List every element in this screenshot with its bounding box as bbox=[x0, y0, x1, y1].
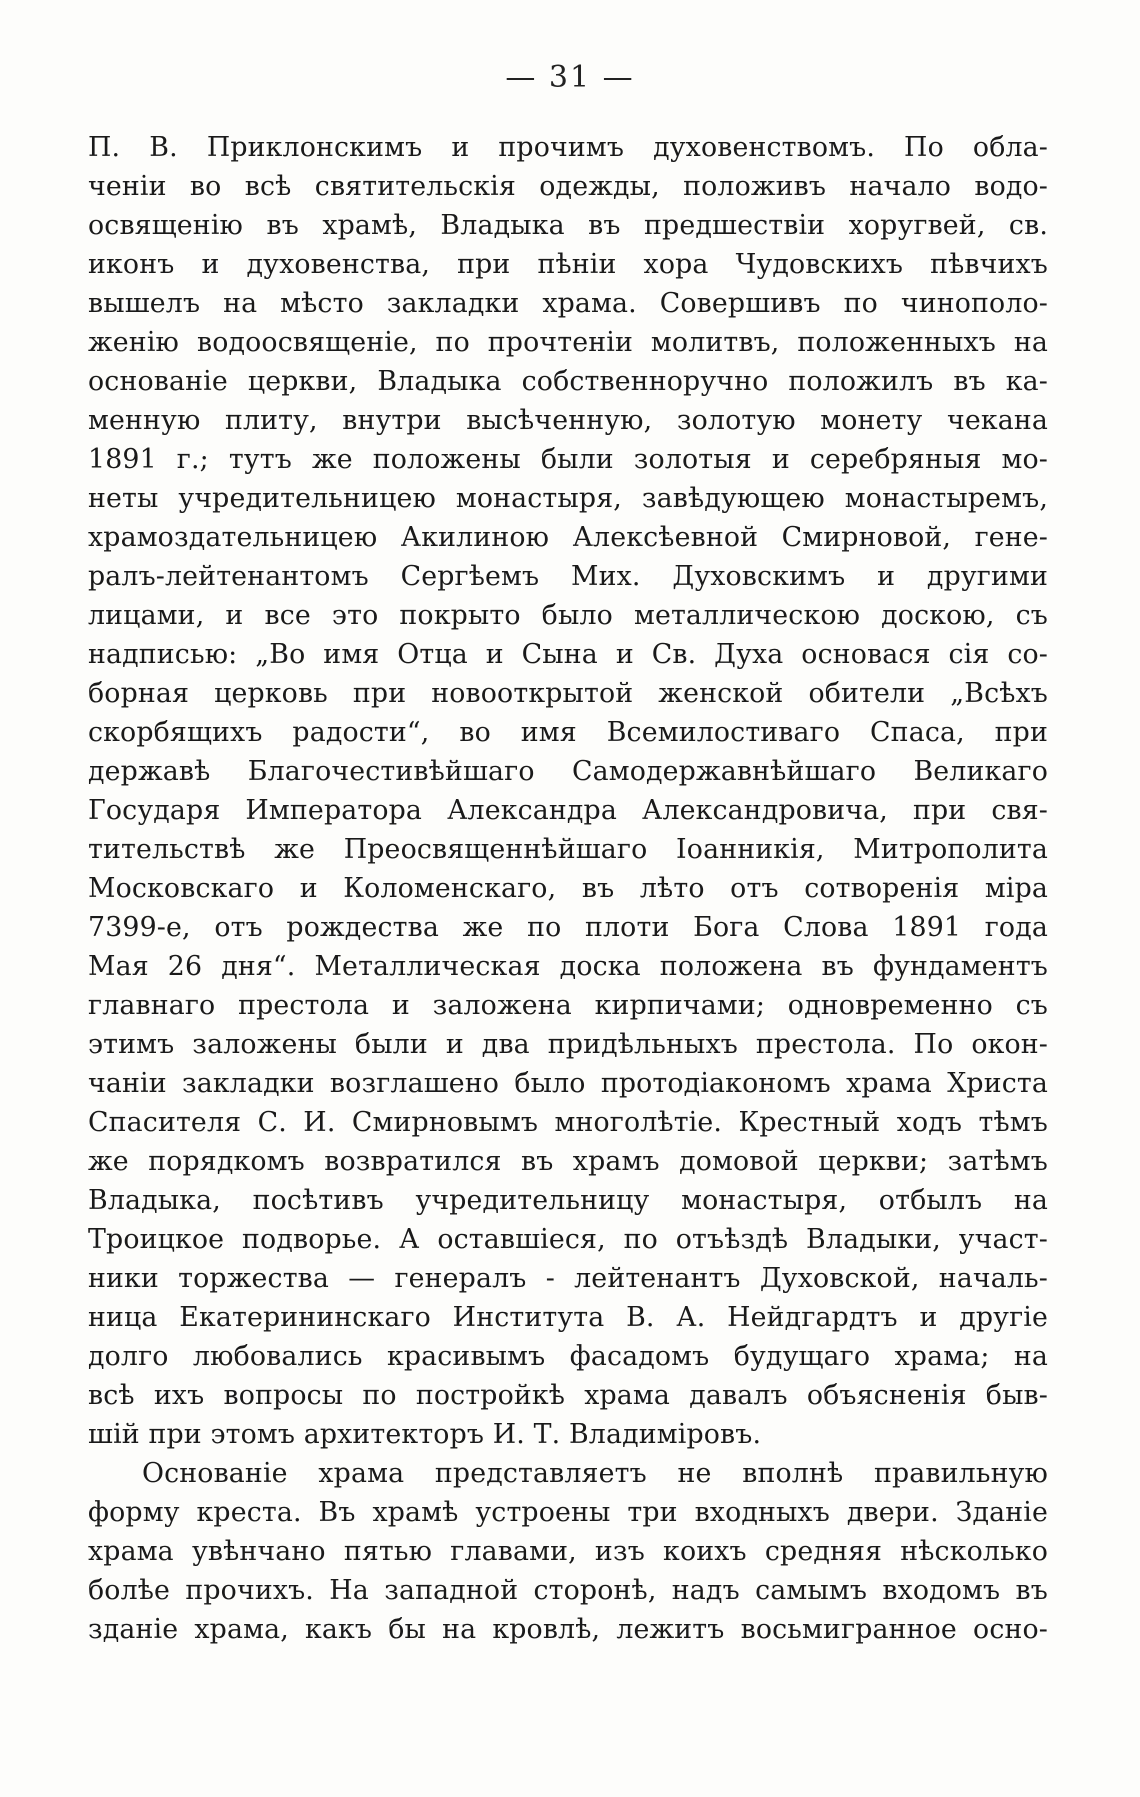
text-line: ники торжества — генералъ - лейтенантъ Духовской, началь- bbox=[88, 1263, 1048, 1294]
text-line: Государя Императора Александра Александровича, при свя- bbox=[88, 795, 1048, 826]
text-line: Основаніе храма представляетъ не вполнѣ правильную bbox=[142, 1458, 1048, 1489]
text-line: тительствѣ же Преосвященнѣйшаго Іоанникія, Митрополита bbox=[88, 834, 1048, 865]
text-line: женію водоосвященіе, по прочтеніи молитвъ, положенныхъ на bbox=[88, 327, 1048, 358]
text-line: ралъ-лейтенантомъ Сергѣемъ Мих. Духовскимъ и другими bbox=[88, 561, 1048, 592]
text-line: чаніи закладки возглашено было протодіакономъ храма Христа bbox=[88, 1068, 1048, 1099]
page-number: — 31 — bbox=[505, 60, 635, 95]
text-line: П. В. Приклонскимъ и прочимъ духовенствомъ. По обла- bbox=[88, 132, 1048, 163]
text-line: освященію въ храмѣ, Владыка въ предшествіи хоругвей, св. bbox=[88, 210, 1048, 241]
text-line: ченіи во всѣ святительскія одежды, положивъ начало водо- bbox=[88, 171, 1048, 202]
text-line: главнаго престола и заложена кирпичами; одновременно съ bbox=[88, 990, 1048, 1021]
text-line: ница Екатерининскаго Института В. А. Нейдгардтъ и другіе bbox=[88, 1302, 1048, 1333]
text-line: же порядкомъ возвратился въ храмъ домовой церкви; затѣмъ bbox=[88, 1146, 1048, 1177]
text-line: иконъ и духовенства, при пѣніи хора Чудовскихъ пѣвчихъ bbox=[88, 249, 1048, 280]
text-line: Троицкое подворье. А оставшіеся, по отъѣздѣ Владыки, участ- bbox=[88, 1224, 1048, 1255]
paragraph-1 bbox=[88, 128, 1048, 1454]
text-line: храмоздательницею Акилиною Алексѣевной Смирновой, гене- bbox=[88, 522, 1048, 553]
text-line: зданіе храма, какъ бы на кровлѣ, лежитъ восьмигранное осно- bbox=[88, 1614, 1048, 1645]
text-line: основаніе церкви, Владыка собственноручно положилъ въ ка- bbox=[88, 366, 1048, 397]
text-line: 1891 г.; тутъ же положены были золотыя и серебряныя мо- bbox=[88, 444, 1048, 475]
text-line: 7399-е, отъ рождества же по плоти Бога Слова 1891 года bbox=[88, 912, 1048, 943]
paragraph-2 bbox=[88, 1454, 1048, 1649]
text-line: менную плиту, внутри высѣченную, золотую монету чекана bbox=[88, 405, 1048, 436]
text-line: надписью: „Во имя Отца и Сына и Св. Духа основася сія со- bbox=[88, 639, 1048, 670]
text-line: неты учредительницею монастыря, завѣдующею монастыремъ, bbox=[88, 483, 1048, 514]
body-text bbox=[88, 128, 1048, 1649]
text-line: всѣ ихъ вопросы по постройкѣ храма давалъ объясненія быв- bbox=[88, 1380, 1048, 1411]
text-line: храма увѣнчано пятью главами, изъ коихъ средняя нѣсколько bbox=[88, 1536, 1048, 1567]
text-line: лицами, и все это покрыто было металлическою доскою, съ bbox=[88, 600, 1048, 631]
text-line: Московскаго и Коломенскаго, въ лѣто отъ сотворенія міра bbox=[88, 873, 1048, 904]
text-line: скорбящихъ радости“, во имя Всемилостиваго Спаса, при bbox=[88, 717, 1048, 748]
text-line: болѣе прочихъ. На западной сторонѣ, надъ самымъ входомъ въ bbox=[88, 1575, 1048, 1606]
text-line: державѣ Благочестивѣйшаго Самодержавнѣйшаго Великаго bbox=[88, 756, 1048, 787]
text-line: долго любовались красивымъ фасадомъ будущаго храма; на bbox=[88, 1341, 1048, 1372]
text-line: Спасителя С. И. Смирновымъ многолѣтіе. Крестный ходъ тѣмъ bbox=[88, 1107, 1048, 1138]
text-line: форму креста. Въ храмѣ устроены три входныхъ двери. Зданіе bbox=[88, 1497, 1048, 1528]
text-line: этимъ заложены были и два придѣльныхъ престола. По окон- bbox=[88, 1029, 1048, 1060]
text-line: вышелъ на мѣсто закладки храма. Совершивъ по чинополо- bbox=[88, 288, 1048, 319]
text-line: Мая 26 дня“. Металлическая доска положена въ фундаментъ bbox=[88, 951, 1048, 982]
text-line: борная церковь при новооткрытой женской обители „Всѣхъ bbox=[88, 678, 1048, 709]
text-line: Владыка, посѣтивъ учредительницу монастыря, отбылъ на bbox=[88, 1185, 1048, 1216]
text-line: шій при этомъ архитекторъ И. Т. Владиміровъ. bbox=[88, 1419, 762, 1450]
